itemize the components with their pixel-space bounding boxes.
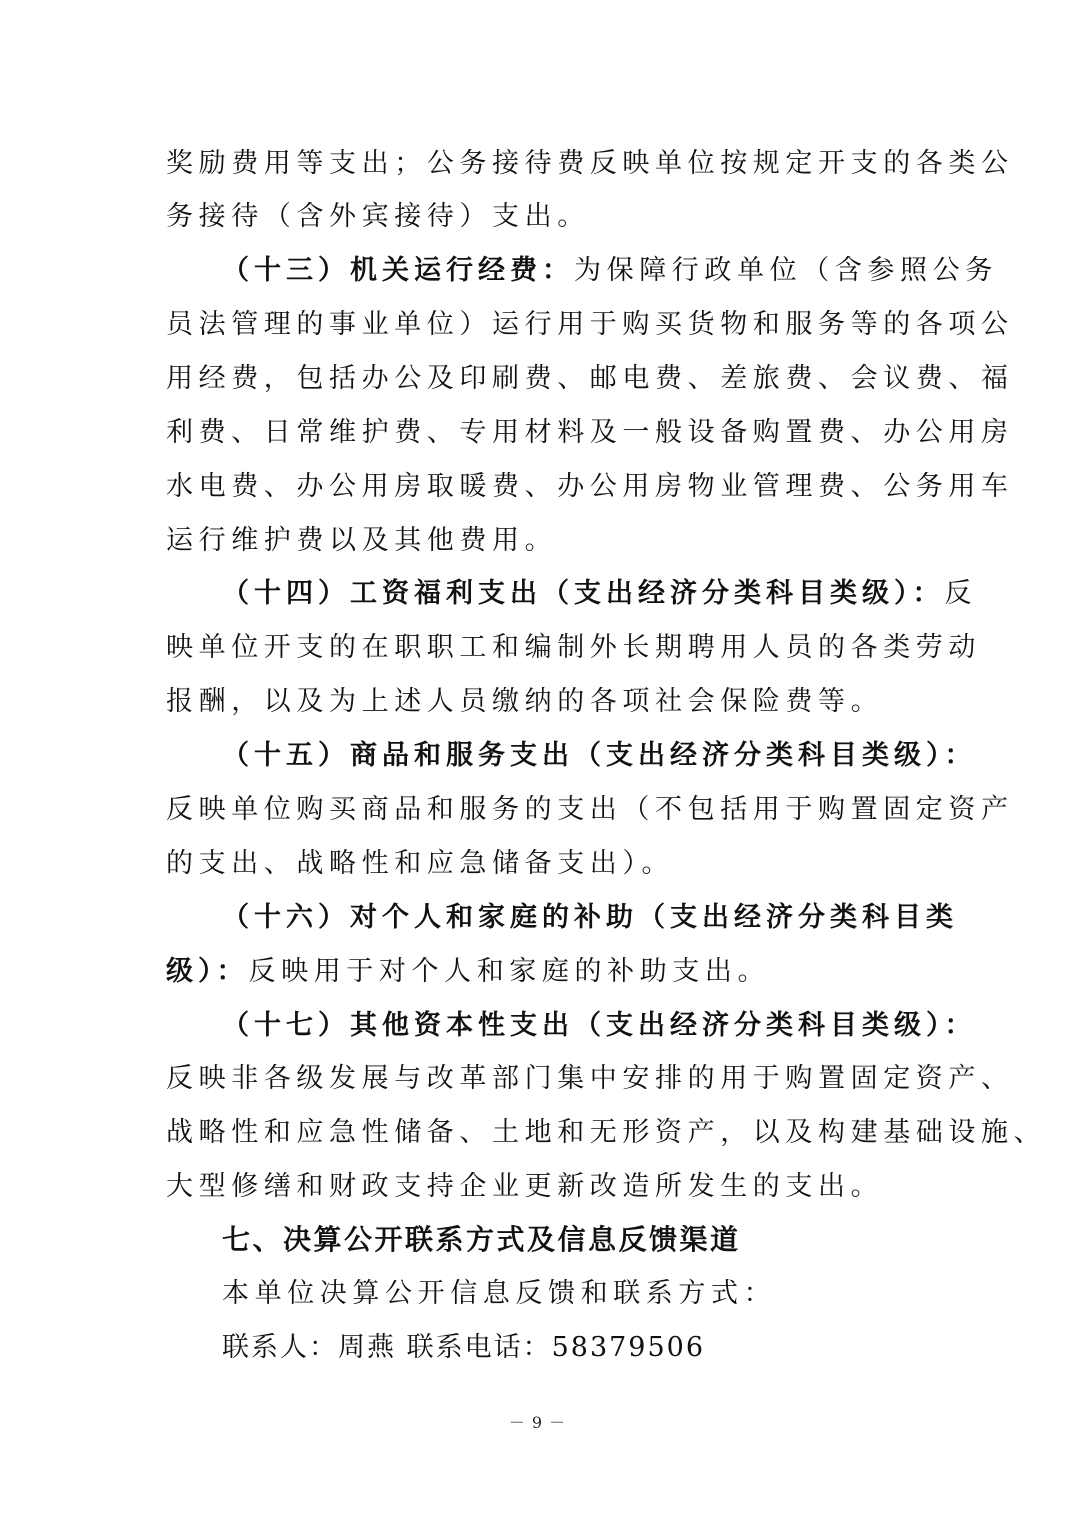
text-line — [222, 574, 982, 614]
text-line — [222, 251, 998, 291]
text-line — [222, 898, 982, 938]
text-line — [222, 736, 982, 776]
contact-intro: 本单位决算公开信息反馈和联系方式： — [222, 1278, 777, 1309]
text-line — [166, 1113, 1047, 1153]
text-run: 奖励费用等支出；公务接待费反映单位按规定开支的各类公 — [166, 148, 1014, 179]
text-line — [166, 790, 1014, 830]
text-line — [166, 144, 1014, 184]
text-line — [166, 467, 1014, 507]
text-run: 利费、日常维护费、专用材料及一般设备购置费、办公用房 — [166, 417, 1014, 448]
text-run: 员法管理的事业单位）运行用于购买货物和服务等的各项公 — [166, 309, 1014, 340]
text-run: 大型修缮和财政支持企业更新改造所发生的支出。 — [166, 1171, 884, 1202]
text-line — [166, 952, 926, 992]
text-line — [166, 682, 926, 722]
text-run: 务接待（含外宾接待）支出。 — [166, 201, 590, 232]
text-run: 反映单位购买商品和服务的支出（不包括用于购置固定资产 — [166, 794, 1014, 825]
section-heading: 七、决算公开联系方式及信息反馈渠道 — [222, 1223, 741, 1256]
bold-run: 级）： — [166, 956, 249, 987]
text-line — [166, 1167, 926, 1207]
text-run: 运行维护费以及其他费用。 — [166, 525, 558, 556]
bold-run: （十五）商品和服务支出（支出经济分类科目类级）： — [222, 740, 977, 771]
text-line — [166, 359, 1014, 399]
bold-run: （十三）机关运行经费： — [222, 255, 574, 286]
text-run: 水电费、办公用房取暖费、办公用房物业管理费、公务用车 — [166, 471, 1014, 502]
text-line — [222, 1006, 982, 1046]
text-run: 映单位开支的在职职工和编制外长期聘用人员的各类劳动 — [166, 632, 981, 663]
text-line — [166, 1059, 1014, 1099]
bold-run: （十六）对个人和家庭的补助（支出经济分类科目类 — [222, 902, 958, 933]
text-run: 反映非各级发展与改革部门集中安排的用于购置固定资产、 — [166, 1063, 1014, 1094]
contact-line: 联系人：周燕 联系电话：58379506 — [222, 1332, 706, 1363]
text-run: 为保障行政单位（含参照公务 — [574, 255, 998, 286]
text-run: 战略性和应急性储备、土地和无形资产，以及构建基础设施、 — [166, 1117, 1047, 1148]
text-line — [166, 844, 926, 884]
text-line — [166, 197, 926, 237]
text-run: 反 — [944, 578, 978, 609]
text-line — [166, 305, 1014, 345]
bold-run: （十四）工资福利支出（支出经济分类科目类级）： — [222, 578, 945, 609]
text-line — [166, 521, 926, 561]
text-line — [166, 413, 1014, 453]
text-run: 报酬，以及为上述人员缴纳的各项社会保险费等。 — [166, 686, 884, 717]
text-run: 反映用于对个人和家庭的补助支出。 — [248, 956, 771, 987]
bold-run: （十七）其他资本性支出（支出经济分类科目类级）： — [222, 1010, 977, 1041]
page-number: － 9 － — [508, 1413, 567, 1432]
text-line — [166, 628, 981, 668]
text-run: 的支出、战略性和应急储备支出）。 — [166, 848, 675, 879]
text-run: 用经费，包括办公及印刷费、邮电费、差旅费、会议费、福 — [166, 363, 1014, 394]
